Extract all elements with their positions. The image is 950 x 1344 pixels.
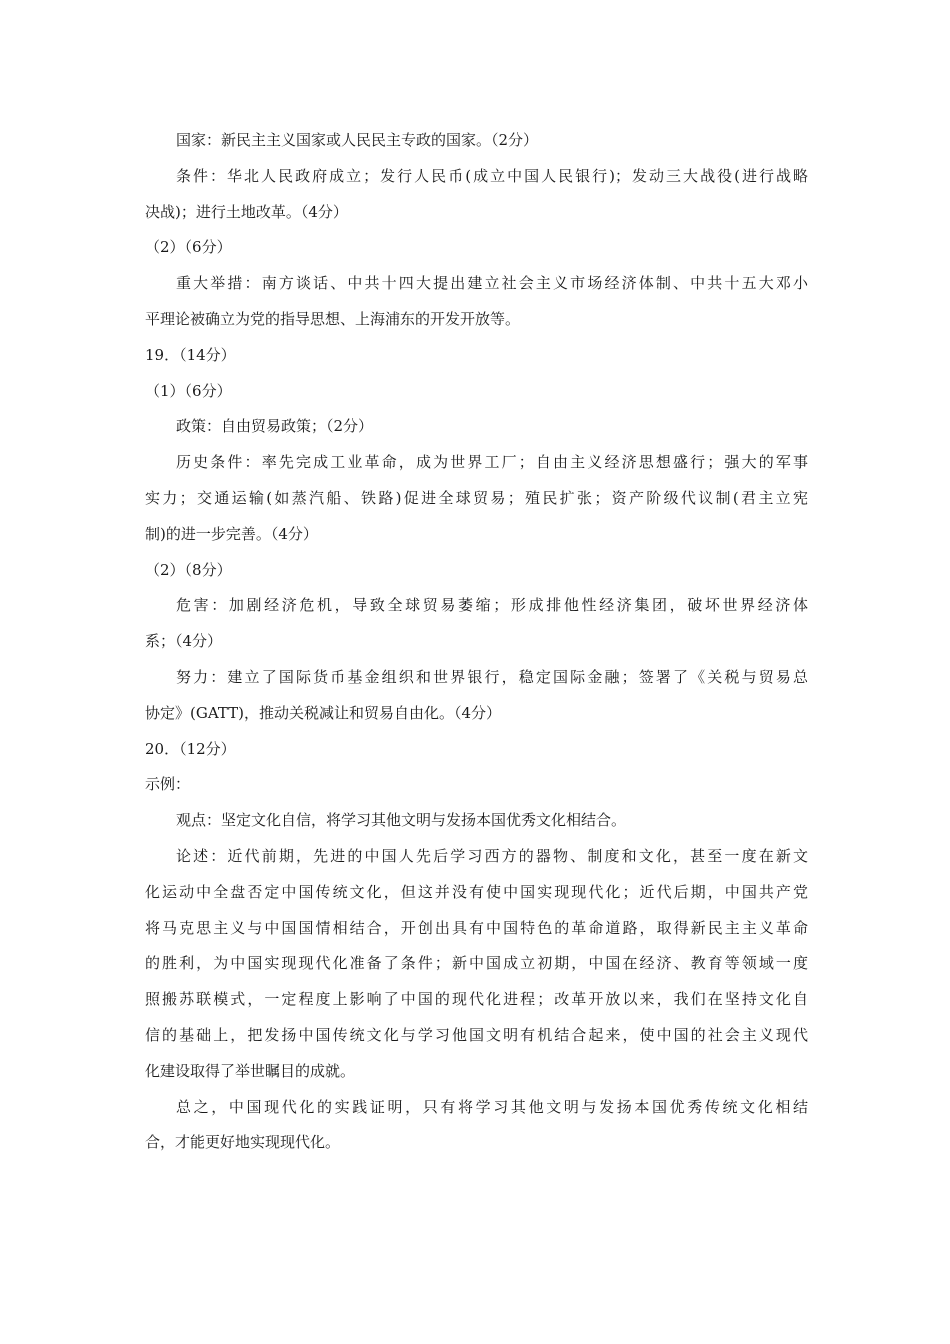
answer-document — [145, 123, 808, 1161]
text-line: 示例： — [145, 775, 191, 794]
text-line: （2）（8分） — [145, 560, 232, 579]
text-line: 决战)；进行土地改革。（4分） — [145, 202, 348, 221]
text-line: 19．（14分） — [145, 345, 236, 364]
text-line: 化建设取得了举世瞩目的成就。 — [145, 1061, 356, 1080]
text-line: 20．（12分） — [145, 739, 236, 758]
text-line: 国家：新民主主义国家或人民民主专政的国家。（2分） — [176, 131, 539, 149]
text-line: 观点：坚定文化自信，将学习其他文明与发扬本国优秀文化相结合。 — [176, 811, 627, 830]
text-line: 系；（4分） — [145, 632, 223, 651]
text-line: 政策：自由贸易政策；（2分） — [176, 417, 374, 436]
text-line: 实力；交通运输(如蒸汽船、铁路)促进全球贸易；殖民扩张；资产阶级代议制(君主立宪 — [145, 488, 808, 507]
text-line: 论述：近代前期，先进的中国人先后学习西方的器物、制度和文化，甚至一度在新文 — [176, 846, 808, 865]
text-line: 信的基础上，把发扬中国传统文化与学习他国文明有机结合起来，使中国的社会主义现代 — [145, 1025, 808, 1044]
text-line: 条件：华北人民政府成立；发行人民币(成立中国人民银行)；发动三大战役(进行战略 — [176, 166, 808, 185]
text-line: （2）（6分） — [145, 238, 232, 257]
text-line: 重大举措：南方谈话、中共十四大提出建立社会主义市场经济体制、中共十五大邓小 — [176, 274, 808, 293]
text-line: 总之，中国现代化的实践证明，只有将学习其他文明与发扬本国优秀传统文化相结 — [176, 1097, 808, 1116]
text-line: 将马克思主义与中国国情相结合，开创出具有中国特色的革命道路，取得新民主主义革命 — [145, 918, 808, 937]
text-line: 协定》(GATT)，推动关税减让和贸易自由化。（4分） — [145, 703, 502, 722]
text-line: 化运动中全盘否定中国传统文化，但这并没有使中国实现现代化；近代后期，中国共产党 — [145, 882, 808, 901]
text-line: 危害：加剧经济危机，导致全球贸易萎缩；形成排他性经济集团，破坏世界经济体 — [176, 596, 808, 615]
text-line: 的胜利，为中国实现现代化准备了条件；新中国成立初期，中国在经济、教育等领域一度 — [145, 954, 808, 973]
text-line: 合，才能更好地实现现代化。 — [145, 1133, 341, 1152]
text-line: （1）（6分） — [145, 381, 232, 400]
text-line: 历史条件：率先完成工业革命，成为世界工厂；自由主义经济思想盛行；强大的军事 — [176, 453, 808, 472]
text-line: 努力：建立了国际货币基金组织和世界银行，稳定国际金融；签署了《关税与贸易总 — [176, 667, 808, 686]
text-line: 平理论被确立为党的指导思想、上海浦东的开发开放等。 — [145, 309, 521, 328]
text-line: 制)的进一步完善。（4分） — [145, 524, 318, 543]
text-line: 照搬苏联模式，一定程度上影响了中国的现代化进程；改革开放以来，我们在坚持文化自 — [145, 990, 808, 1009]
